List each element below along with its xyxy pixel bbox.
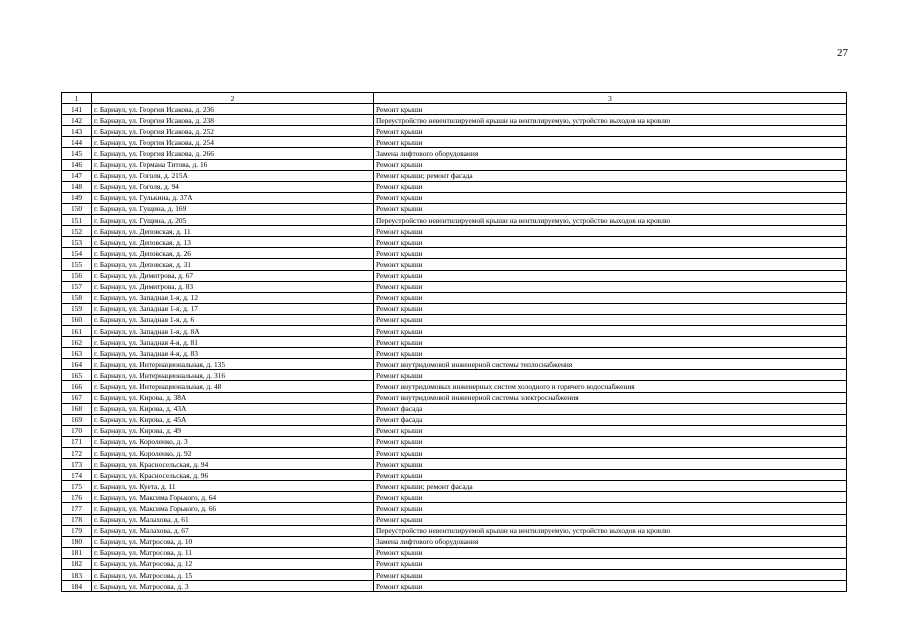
- address-cell: г. Барнаул, ул. Западная 4-я, д. 81: [92, 337, 374, 348]
- address-cell: г. Барнаул, ул. Георгия Исакова, д. 266: [92, 148, 374, 159]
- work-type-cell: Ремонт крыши: [374, 314, 847, 325]
- address-cell: г. Барнаул, ул. Деповская, д. 26: [92, 248, 374, 259]
- work-type-cell: Ремонт крыши; ремонт фасада: [374, 170, 847, 181]
- address-cell: г. Барнаул, ул. Короленко, д. 3: [92, 436, 374, 447]
- work-type-cell: Ремонт крыши: [374, 325, 847, 336]
- address-cell: г. Барнаул, ул. Куета, д. 11: [92, 481, 374, 492]
- table-row: [62, 192, 847, 203]
- row-number: 178: [62, 514, 92, 525]
- row-number: 165: [62, 370, 92, 381]
- address-cell: г. Барнаул, ул. Матросова, д. 11: [92, 547, 374, 558]
- address-cell: г. Барнаул, ул. Малахова, д. 67: [92, 525, 374, 536]
- table-row: [62, 536, 847, 547]
- table-row: [62, 492, 847, 503]
- work-type-cell: Ремонт крыши; ремонт фасада: [374, 481, 847, 492]
- work-type-cell: Ремонт внутридомовой инженерной системы теплоснабжения: [374, 359, 847, 370]
- table-row: [62, 170, 847, 181]
- address-cell: г. Барнаул, ул. Западная 1-я, д. 6: [92, 314, 374, 325]
- table-row: [62, 403, 847, 414]
- work-type-cell: Ремонт крыши: [374, 459, 847, 470]
- work-type-cell: Ремонт внутридомовой инженерной системы электроснабжения: [374, 392, 847, 403]
- work-type-cell: Ремонт крыши: [374, 270, 847, 281]
- row-number: 145: [62, 148, 92, 159]
- column-header-address: 2: [92, 93, 374, 104]
- work-type-cell: Ремонт крыши: [374, 425, 847, 436]
- address-cell: г. Барнаул, ул. Гоголя, д. 94: [92, 181, 374, 192]
- table-header-row: [62, 93, 847, 104]
- address-cell: г. Барнаул, ул. Кирова, д. 49: [92, 425, 374, 436]
- work-type-cell: Ремонт крыши: [374, 348, 847, 359]
- table-row: [62, 547, 847, 558]
- table-row: [62, 414, 847, 425]
- address-cell: г. Барнаул, ул. Деповская, д. 11: [92, 226, 374, 237]
- row-number: 148: [62, 181, 92, 192]
- table-row: [62, 348, 847, 359]
- row-number: 179: [62, 525, 92, 536]
- address-cell: г. Барнаул, ул. Красносельская, д. 96: [92, 470, 374, 481]
- work-type-cell: Переустройство невентилируемой крыши на вентилируемую, устройство выходов на кровлю: [374, 525, 847, 536]
- address-cell: г. Барнаул, ул. Интернациональная, д. 316: [92, 370, 374, 381]
- table-row: [62, 126, 847, 137]
- table-row: [62, 436, 847, 447]
- table-row: [62, 570, 847, 581]
- work-type-cell: Ремонт крыши: [374, 292, 847, 303]
- row-number: 166: [62, 381, 92, 392]
- address-cell: г. Барнаул, ул. Интернациональная, д. 48: [92, 381, 374, 392]
- address-cell: г. Барнаул, ул. Интернациональная, д. 135: [92, 359, 374, 370]
- table-row: [62, 181, 847, 192]
- row-number: 161: [62, 325, 92, 336]
- work-type-cell: Ремонт крыши: [374, 558, 847, 569]
- table-row: [62, 237, 847, 248]
- work-type-cell: Замена лифтового оборудования: [374, 536, 847, 547]
- address-cell: г. Барнаул, ул. Гоголя, д. 215А: [92, 170, 374, 181]
- row-number: 171: [62, 436, 92, 447]
- table-row: [62, 503, 847, 514]
- row-number: 149: [62, 192, 92, 203]
- work-type-cell: Ремонт крыши: [374, 237, 847, 248]
- table-row: [62, 359, 847, 370]
- row-number: 156: [62, 270, 92, 281]
- repair-registry-table: [61, 92, 847, 592]
- address-cell: г. Барнаул, ул. Максима Горького, д. 66: [92, 503, 374, 514]
- row-number: 146: [62, 159, 92, 170]
- work-type-cell: Ремонт крыши: [374, 581, 847, 592]
- table-row: [62, 448, 847, 459]
- row-number: 144: [62, 137, 92, 148]
- table-row: [62, 337, 847, 348]
- address-cell: г. Барнаул, ул. Кирова, д. 38А: [92, 392, 374, 403]
- row-number: 172: [62, 448, 92, 459]
- address-cell: г. Барнаул, ул. Георгия Исакова, д. 236: [92, 104, 374, 115]
- table-row: [62, 381, 847, 392]
- work-type-cell: Ремонт фасада: [374, 414, 847, 425]
- work-type-cell: Ремонт крыши: [374, 159, 847, 170]
- row-number: 183: [62, 570, 92, 581]
- work-type-cell: Ремонт внутридомовых инженерных систем холодного и горячего водоснабжения: [374, 381, 847, 392]
- table-row: [62, 159, 847, 170]
- address-cell: г. Барнаул, ул. Димитрова, д. 67: [92, 270, 374, 281]
- work-type-cell: Ремонт крыши: [374, 370, 847, 381]
- row-number: 155: [62, 259, 92, 270]
- address-cell: г. Барнаул, ул. Германа Титова, д. 16: [92, 159, 374, 170]
- address-cell: г. Барнаул, ул. Деповская, д. 13: [92, 237, 374, 248]
- table-row: [62, 292, 847, 303]
- table-row: [62, 581, 847, 592]
- table-row: [62, 514, 847, 525]
- work-type-cell: Переустройство невентилируемой крыши на вентилируемую, устройство выходов на кровлю: [374, 215, 847, 226]
- address-cell: г. Барнаул, ул. Георгия Исакова, д. 252: [92, 126, 374, 137]
- table-row: [62, 525, 847, 536]
- work-type-cell: Ремонт крыши: [374, 226, 847, 237]
- work-type-cell: Замена лифтового оборудования: [374, 148, 847, 159]
- row-number: 169: [62, 414, 92, 425]
- row-number: 158: [62, 292, 92, 303]
- table-row: [62, 104, 847, 115]
- work-type-cell: Ремонт крыши: [374, 192, 847, 203]
- work-type-cell: Ремонт крыши: [374, 492, 847, 503]
- row-number: 157: [62, 281, 92, 292]
- work-type-cell: Ремонт крыши: [374, 503, 847, 514]
- table-row: [62, 325, 847, 336]
- address-cell: г. Барнаул, ул. Георгия Исакова, д. 254: [92, 137, 374, 148]
- work-type-cell: Ремонт крыши: [374, 514, 847, 525]
- table-row: [62, 370, 847, 381]
- row-number: 174: [62, 470, 92, 481]
- work-type-cell: Переустройство невентилируемой крыши на вентилируемую, устройство выходов на кровлю: [374, 115, 847, 126]
- address-cell: г. Барнаул, ул. Матросова, д. 10: [92, 536, 374, 547]
- column-header-number: 1: [62, 93, 92, 104]
- row-number: 153: [62, 237, 92, 248]
- column-header-work-type: 3: [374, 93, 847, 104]
- address-cell: г. Барнаул, ул. Матросова, д. 15: [92, 570, 374, 581]
- address-cell: г. Барнаул, ул. Гущина, д. 169: [92, 203, 374, 214]
- work-type-cell: Ремонт крыши: [374, 470, 847, 481]
- row-number: 180: [62, 536, 92, 547]
- table-row: [62, 314, 847, 325]
- address-cell: г. Барнаул, ул. Западная 4-я, д. 83: [92, 348, 374, 359]
- address-cell: г. Барнаул, ул. Матросова, д. 12: [92, 558, 374, 569]
- work-type-cell: Ремонт крыши: [374, 547, 847, 558]
- table-row: [62, 215, 847, 226]
- table-body: [62, 104, 847, 592]
- table-row: [62, 115, 847, 126]
- address-cell: г. Барнаул, ул. Димитрова, д. 83: [92, 281, 374, 292]
- row-number: 173: [62, 459, 92, 470]
- address-cell: г. Барнаул, ул. Матросова, д. 3: [92, 581, 374, 592]
- address-cell: г. Барнаул, ул. Георгия Исакова, д. 238: [92, 115, 374, 126]
- work-type-cell: Ремонт крыши: [374, 203, 847, 214]
- table-row: [62, 226, 847, 237]
- row-number: 147: [62, 170, 92, 181]
- work-type-cell: Ремонт крыши: [374, 570, 847, 581]
- address-cell: г. Барнаул, ул. Максима Горького, д. 64: [92, 492, 374, 503]
- work-type-cell: Ремонт крыши: [374, 303, 847, 314]
- address-cell: г. Барнаул, ул. Короленко, д. 92: [92, 448, 374, 459]
- row-number: 176: [62, 492, 92, 503]
- work-type-cell: Ремонт крыши: [374, 104, 847, 115]
- row-number: 151: [62, 215, 92, 226]
- address-cell: г. Барнаул, ул. Кирова, д. 45А: [92, 414, 374, 425]
- table-row: [62, 470, 847, 481]
- table-row: [62, 281, 847, 292]
- table-row: [62, 425, 847, 436]
- work-type-cell: Ремонт крыши: [374, 448, 847, 459]
- table-row: [62, 248, 847, 259]
- address-cell: г. Барнаул, ул. Западная 1-я, д. 8А: [92, 325, 374, 336]
- work-type-cell: Ремонт крыши: [374, 259, 847, 270]
- row-number: 163: [62, 348, 92, 359]
- table-row: [62, 481, 847, 492]
- row-number: 141: [62, 104, 92, 115]
- row-number: 164: [62, 359, 92, 370]
- row-number: 181: [62, 547, 92, 558]
- row-number: 170: [62, 425, 92, 436]
- table-header: [62, 93, 847, 104]
- address-cell: г. Барнаул, ул. Малахова, д. 61: [92, 514, 374, 525]
- table-row: [62, 392, 847, 403]
- address-cell: г. Барнаул, ул. Западная 1-я, д. 17: [92, 303, 374, 314]
- table-row: [62, 137, 847, 148]
- row-number: 168: [62, 403, 92, 414]
- row-number: 167: [62, 392, 92, 403]
- work-type-cell: Ремонт фасада: [374, 403, 847, 414]
- row-number: 142: [62, 115, 92, 126]
- table-row: [62, 148, 847, 159]
- address-cell: г. Барнаул, ул. Деповская, д. 31: [92, 259, 374, 270]
- table-row: [62, 203, 847, 214]
- work-type-cell: Ремонт крыши: [374, 281, 847, 292]
- table-row: [62, 259, 847, 270]
- table-row: [62, 459, 847, 470]
- row-number: 152: [62, 226, 92, 237]
- row-number: 175: [62, 481, 92, 492]
- address-cell: г. Барнаул, ул. Гущина, д. 205: [92, 215, 374, 226]
- address-cell: г. Барнаул, ул. Кирова, д. 43А: [92, 403, 374, 414]
- work-type-cell: Ремонт крыши: [374, 248, 847, 259]
- row-number: 160: [62, 314, 92, 325]
- row-number: 184: [62, 581, 92, 592]
- work-type-cell: Ремонт крыши: [374, 436, 847, 447]
- work-type-cell: Ремонт крыши: [374, 337, 847, 348]
- table-row: [62, 303, 847, 314]
- address-cell: г. Барнаул, ул. Красносельская, д. 94: [92, 459, 374, 470]
- row-number: 162: [62, 337, 92, 348]
- row-number: 154: [62, 248, 92, 259]
- page-number: 27: [837, 47, 848, 59]
- address-cell: г. Барнаул, ул. Западная 1-я, д. 12: [92, 292, 374, 303]
- table-row: [62, 558, 847, 569]
- row-number: 159: [62, 303, 92, 314]
- table-row: [62, 270, 847, 281]
- work-type-cell: Ремонт крыши: [374, 181, 847, 192]
- work-type-cell: Ремонт крыши: [374, 137, 847, 148]
- row-number: 182: [62, 558, 92, 569]
- row-number: 150: [62, 203, 92, 214]
- row-number: 143: [62, 126, 92, 137]
- address-cell: г. Барнаул, ул. Гулькина, д. 37А: [92, 192, 374, 203]
- work-type-cell: Ремонт крыши: [374, 126, 847, 137]
- row-number: 177: [62, 503, 92, 514]
